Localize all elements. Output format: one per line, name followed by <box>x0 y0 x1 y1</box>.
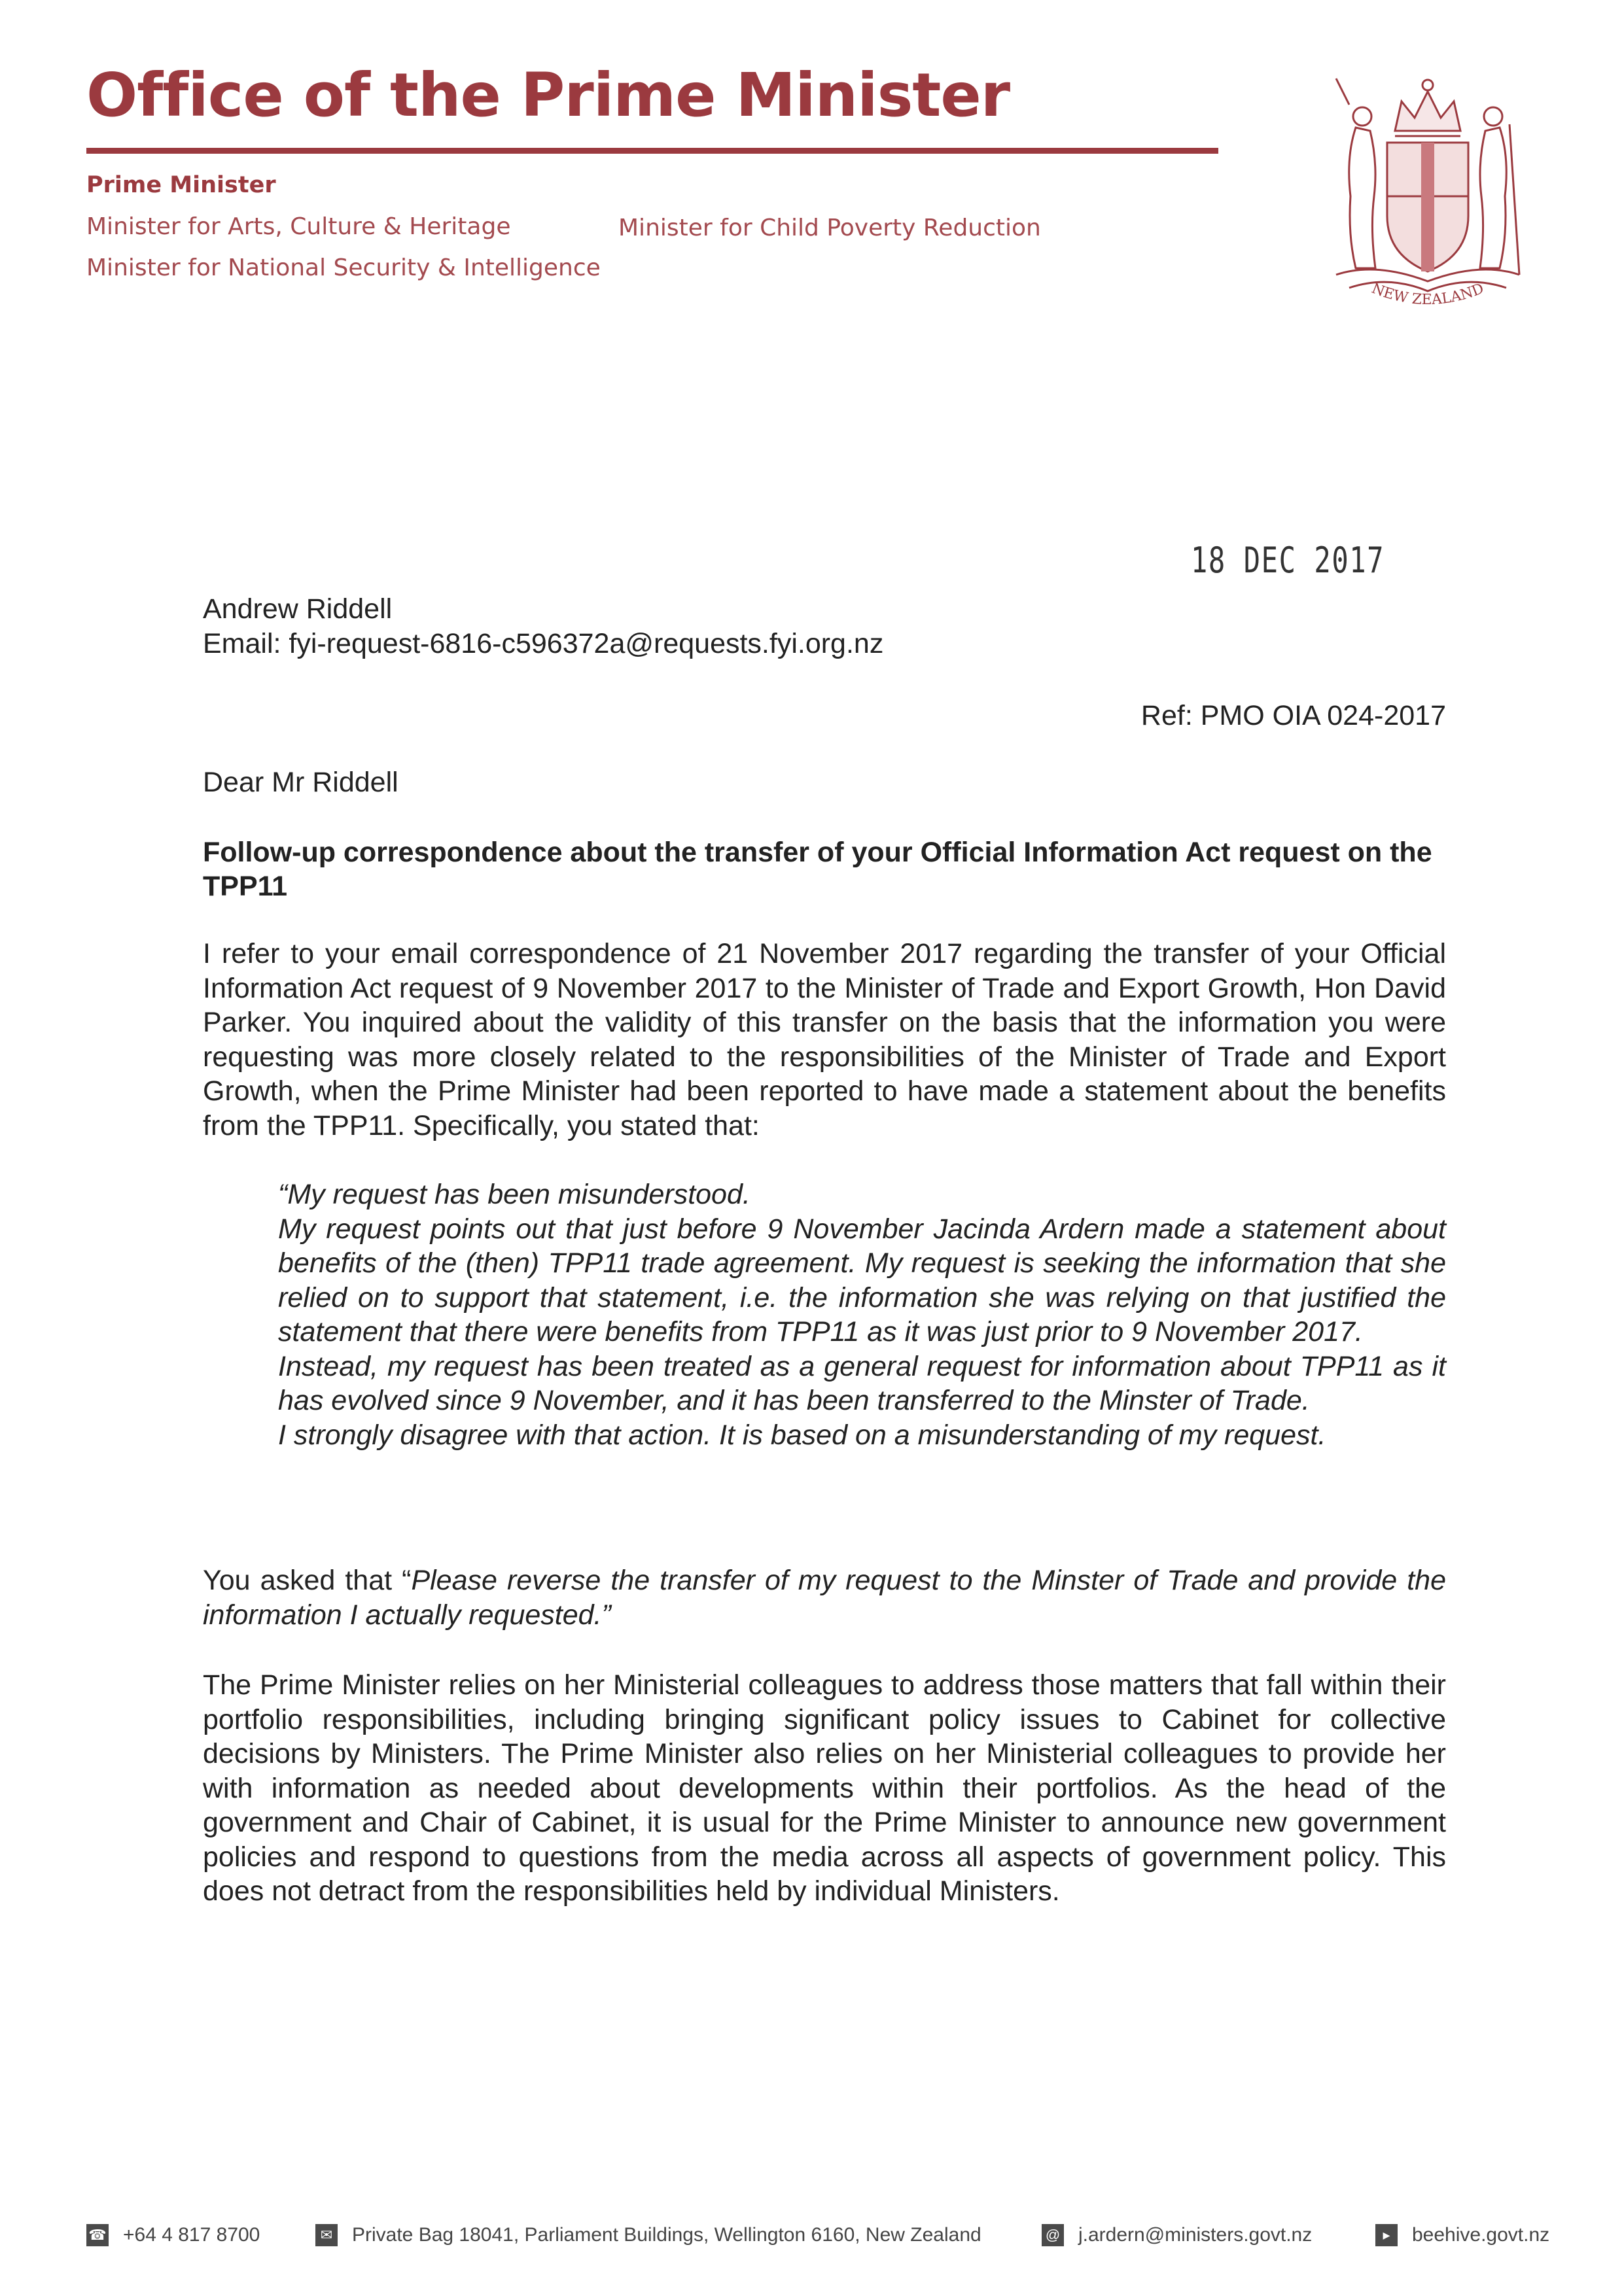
quote-line: “My request has been misunderstood. <box>278 1179 750 1210</box>
reference-number: Ref: PMO OIA 024-2017 <box>1140 700 1446 731</box>
web-icon: ▸ <box>1375 2224 1398 2246</box>
para-2-prefix: You asked that “ <box>203 1565 412 1596</box>
at-icon: @ <box>1042 2224 1064 2246</box>
letter-subject: Follow-up correspondence about the transfer of your Official Information Act request on the TPP11 <box>203 837 1432 902</box>
quote-line: My request points out that just before 9 November Jacinda Ardern made a statement about benefits of the (then) TPP11 trade agreement. My request is seeking the information that she relied on to support that statement, i.e. the information she was relying on that justified the statement that there were benefits from TPP11 as it was just prior to 9 November 2017. <box>278 1213 1446 1348</box>
envelope-icon: ✉ <box>315 2224 338 2246</box>
coat-of-arms-icon <box>1310 65 1545 314</box>
salutation: Dear Mr Riddell <box>203 767 398 798</box>
quote-line: Instead, my request has been treated as a general request for information about TPP11 as it has evolved since 9 November, and it has been transferred to the Minster of Trade. <box>278 1350 1446 1416</box>
footer-email-text[interactable]: j.ardern@ministers.govt.nz <box>1078 2224 1313 2246</box>
footer-website[interactable] <box>1375 2224 1549 2246</box>
footer-address-text: Private Bag 18041, Parliament Buildings, Wellington 6160, New Zealand <box>352 2224 981 2246</box>
para-2-quote: Please reverse the transfer of my request to the Minster of Trade and provide the information I actually requested.” <box>203 1565 1446 1631</box>
footer-address <box>315 2224 981 2246</box>
header-rule <box>86 148 1218 154</box>
footer-website-text[interactable]: beehive.govt.nz <box>1412 2224 1550 2246</box>
phone-icon: ☎ <box>86 2224 109 2246</box>
crest-banner-text: NEW ZEALAND <box>1369 280 1487 309</box>
recipient-name: Andrew Riddell <box>203 593 393 625</box>
role-child-poverty: Minister for Child Poverty Reduction <box>618 215 1041 241</box>
body-paragraph: The Prime Minister relies on her Ministerial colleagues to address those matters that fall within their portfolio responsibilities, including bringing significant policy issues to Cabinet for collective decisions by Ministers. The Prime Minister also relies on her Ministerial colleagues to provide her with information as needed about developments within their portfolios. As the head of the government and Chair of Cabinet, it is usual for the Prime Minister to announce new government policies and respond to questions from the media across all aspects of government policy. This does not detract from the responsibilities held by individual Ministers. <box>203 1669 1446 1907</box>
office-title: Office of the Prime Minister <box>86 60 1010 130</box>
letter-footer <box>0 2224 1624 2257</box>
date-stamp: 18 DEC 2017 <box>1191 540 1385 581</box>
quoted-email <box>278 1177 1446 1452</box>
role-national-security: Minister for National Security & Intelligence <box>86 254 601 281</box>
footer-email[interactable] <box>1042 2224 1312 2246</box>
footer-phone-text: +64 4 817 8700 <box>123 2224 260 2246</box>
role-arts-culture-heritage: Minister for Arts, Culture & Heritage <box>86 213 511 240</box>
body-paragraph <box>203 1563 1446 1632</box>
recipient-email: Email: fyi-request-6816-c596372a@requests.fyi.org.nz <box>203 628 884 659</box>
footer-phone <box>86 2224 260 2246</box>
quote-line: I strongly disagree with that action. It is based on a misunderstanding of my request. <box>278 1419 1326 1451</box>
body-paragraph: I refer to your email correspondence of 21 November 2017 regarding the transfer of your Official Information Act request of 9 November 2017 to the Minister of Trade and Export Growth, Hon David Parker. You inquired about the validity of this transfer on the basis that the information you were requesting was more closely related to the responsibilities of the Minister of Trade and Export Growth, when the Prime Minister had been reported to have made a statement about the benefits from the TPP11. Specifically, you stated that: <box>203 938 1446 1141</box>
role-prime-minister: Prime Minister <box>86 172 276 198</box>
